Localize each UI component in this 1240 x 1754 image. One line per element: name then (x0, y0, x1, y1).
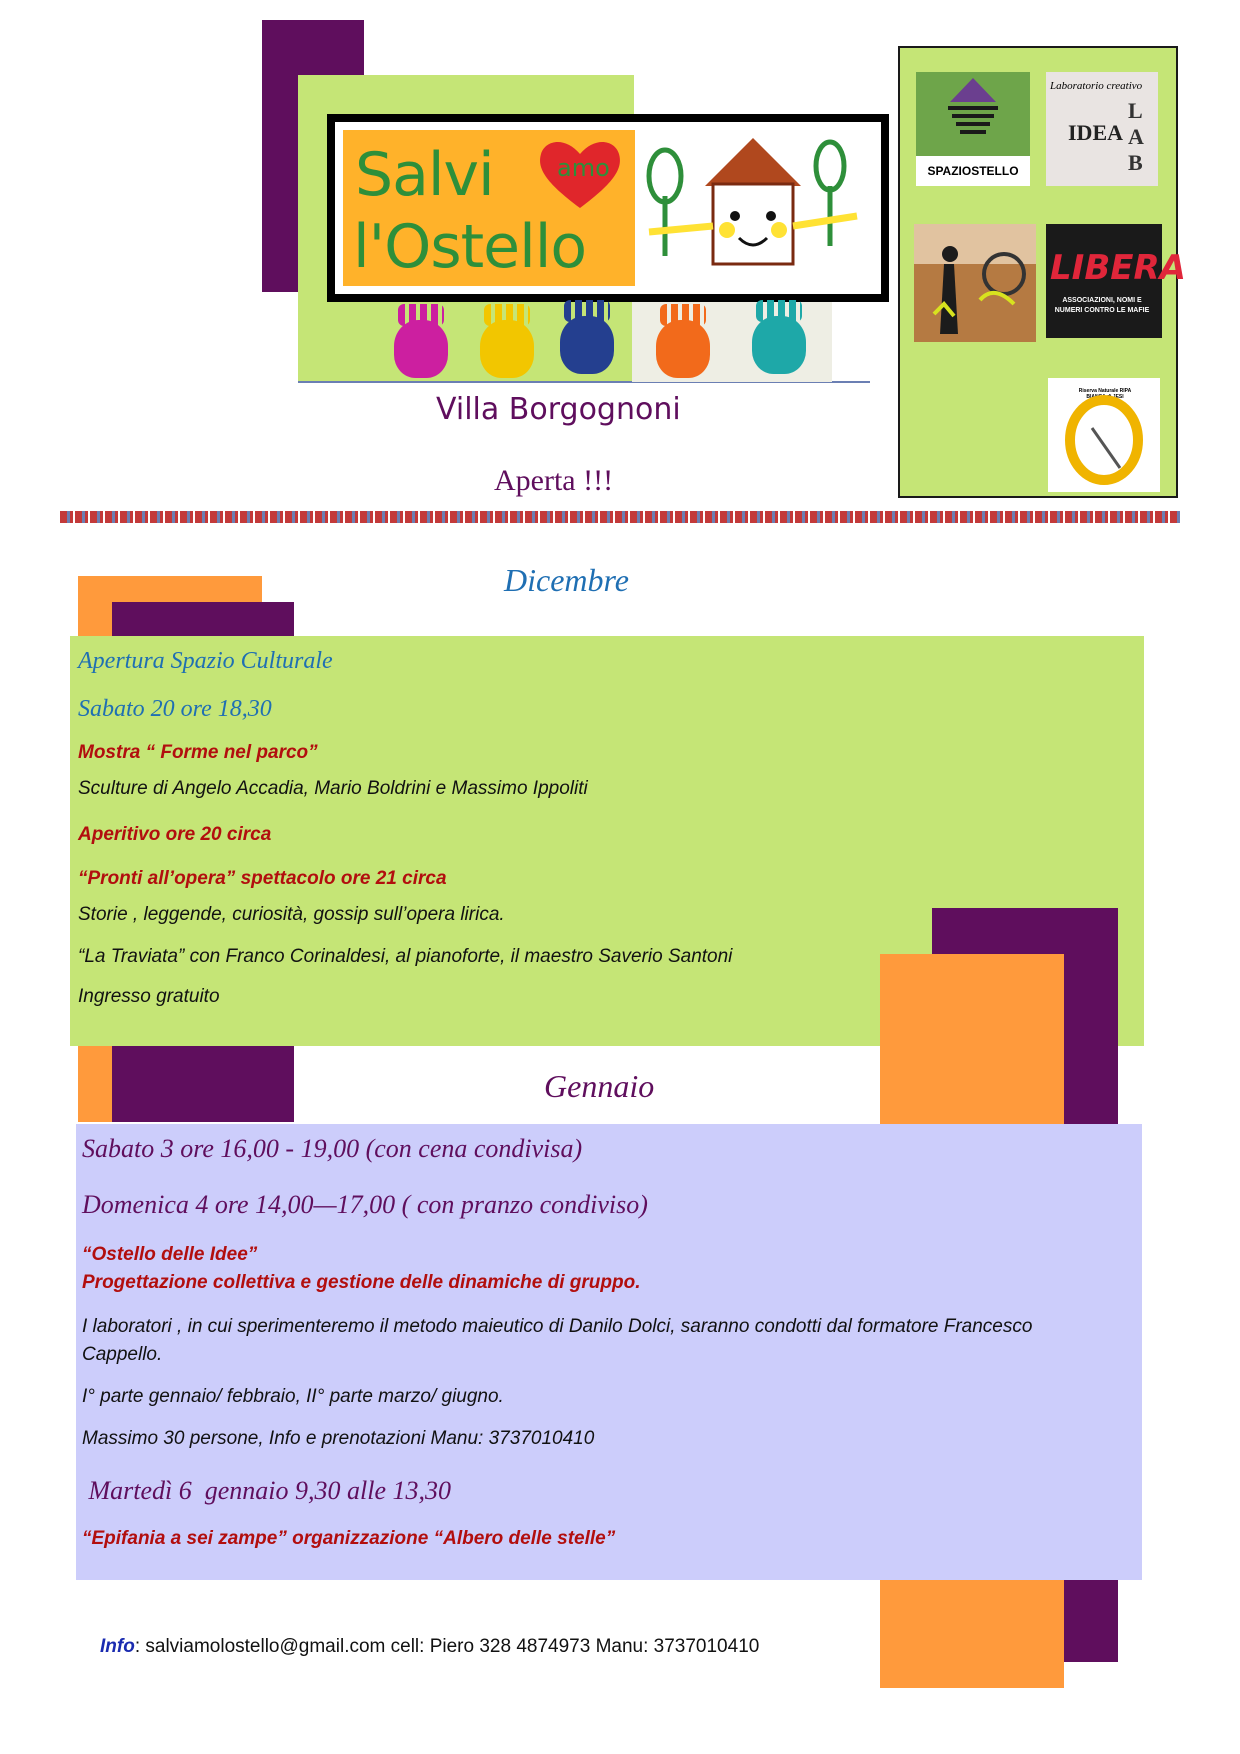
dic-line-mostra: Mostra “ Forme nel parco” (78, 742, 318, 763)
venue-title: Villa Borgognoni (436, 392, 681, 427)
gen-line-parti: I° parte gennaio/ febbraio, II° parte marzo/ giugno. (82, 1386, 504, 1407)
magenta-hand-icon (394, 320, 448, 378)
orange-hand-icon (656, 320, 710, 378)
lab-name: Laboratorio creativo (1050, 80, 1143, 92)
riserva-name: Riserva Naturale RIPA BIANCA di JESI (1078, 388, 1132, 400)
gen-line-domenica: Domenica 4 ore 14,00—17,00 ( con pranzo condiviso) (82, 1190, 648, 1219)
status-text: Aperta !!! (494, 464, 614, 497)
lab-idea-tag: IDEA (1068, 120, 1124, 145)
sponsor-riserva (1048, 378, 1160, 492)
dic-line-aperitivo: Aperitivo ore 20 circa (78, 824, 272, 845)
gen-line-massimo: Massimo 30 persone, Info e prenotazioni Manu: 3737010410 (82, 1428, 595, 1449)
dic-line-date: Sabato 20 ore 18,30 (78, 696, 272, 722)
dic-line-traviata: “La Traviata” con Franco Corinaldesi, al pianoforte, il maestro Saverio Santoni (78, 946, 733, 967)
yellow-hand-icon (480, 320, 534, 378)
logo-line1: Salvi (355, 140, 494, 210)
footer-info (100, 1636, 759, 1658)
sponsor-spaziostello (916, 72, 1030, 186)
sponsor-libera (1046, 224, 1186, 338)
dic-line-spettacolo: “Pronti all’opera” spettacolo ore 21 circa (78, 868, 447, 889)
gen-line-progettazione: Progettazione collettiva e gestione delle dinamiche di gruppo. (82, 1272, 641, 1293)
blue-hand-icon (560, 316, 614, 374)
dic-line-storie: Storie , leggende, curiosità, gossip sull’opera lirica. (78, 904, 505, 925)
gen-line-cappello: Cappello. (82, 1344, 163, 1365)
spaziostello-icon (916, 72, 1030, 156)
graffiti-photo-icon (914, 224, 1036, 342)
dic-line-ingresso: Ingresso gratuito (78, 986, 220, 1007)
logo-line2: l'Ostello (353, 212, 587, 282)
gennaio-panel (76, 1124, 1142, 1580)
gen-line-laboratori: I laboratori , in cui sperimenteremo il metodo maieutico di Danilo Dolci, saranno condotti dal formatore Francesco (82, 1316, 1033, 1337)
gen-line-epifania: “Epifania a sei zampe” organizzazione “Albero delle stelle” (82, 1528, 616, 1549)
sponsor-graffiti (914, 224, 1036, 342)
dic-line-sculture: Sculture di Angelo Accadia, Mario Boldrini e Massimo Ippoliti (78, 778, 588, 799)
dic-line-apertura: Apertura Spazio Culturale (78, 648, 333, 674)
house-drawing-icon (635, 126, 871, 286)
lab-letters: L A B (1128, 98, 1144, 175)
hands-decoration (380, 310, 830, 380)
logo-heart-word: amo (557, 154, 610, 182)
gen-line-sabato: Sabato 3 ore 16,00 - 19,00 (con cena condivisa) (82, 1134, 583, 1163)
teal-hand-icon (752, 316, 806, 374)
salviamo-logo (327, 114, 889, 302)
footer-info-text: : salviamolostello@gmail.com cell: Piero 328 4874973 Manu: 3737010410 (134, 1636, 760, 1657)
right-orange-block-mid (880, 954, 1064, 1124)
gennaio-title: Gennaio (544, 1068, 655, 1104)
gen-line-martedi: Martedì 6 gennaio 9,30 alle 13,30 (82, 1476, 452, 1505)
libera-logo: LIBERA (1050, 248, 1186, 288)
decorative-separator (60, 511, 1180, 523)
libera-subtitle: ASSOCIAZIONI, NOMI E NUMERI CONTRO LE MAFIE (1054, 297, 1150, 314)
gen-purple-block (112, 1046, 294, 1122)
bottom-purple-block (1064, 1580, 1118, 1662)
gen-line-ostello: “Ostello delle Idee” (82, 1244, 258, 1265)
sponsors-panel (898, 46, 1186, 498)
dicembre-title: Dicembre (504, 562, 629, 598)
riserva-logo-icon (1048, 378, 1160, 492)
bottom-orange-block (880, 1580, 1064, 1688)
sponsor-lab-idea (1046, 72, 1158, 186)
sponsor-label-spaziostello: SPAZIOSTELLO (916, 156, 1030, 186)
footer-info-label: Info (100, 1636, 135, 1657)
